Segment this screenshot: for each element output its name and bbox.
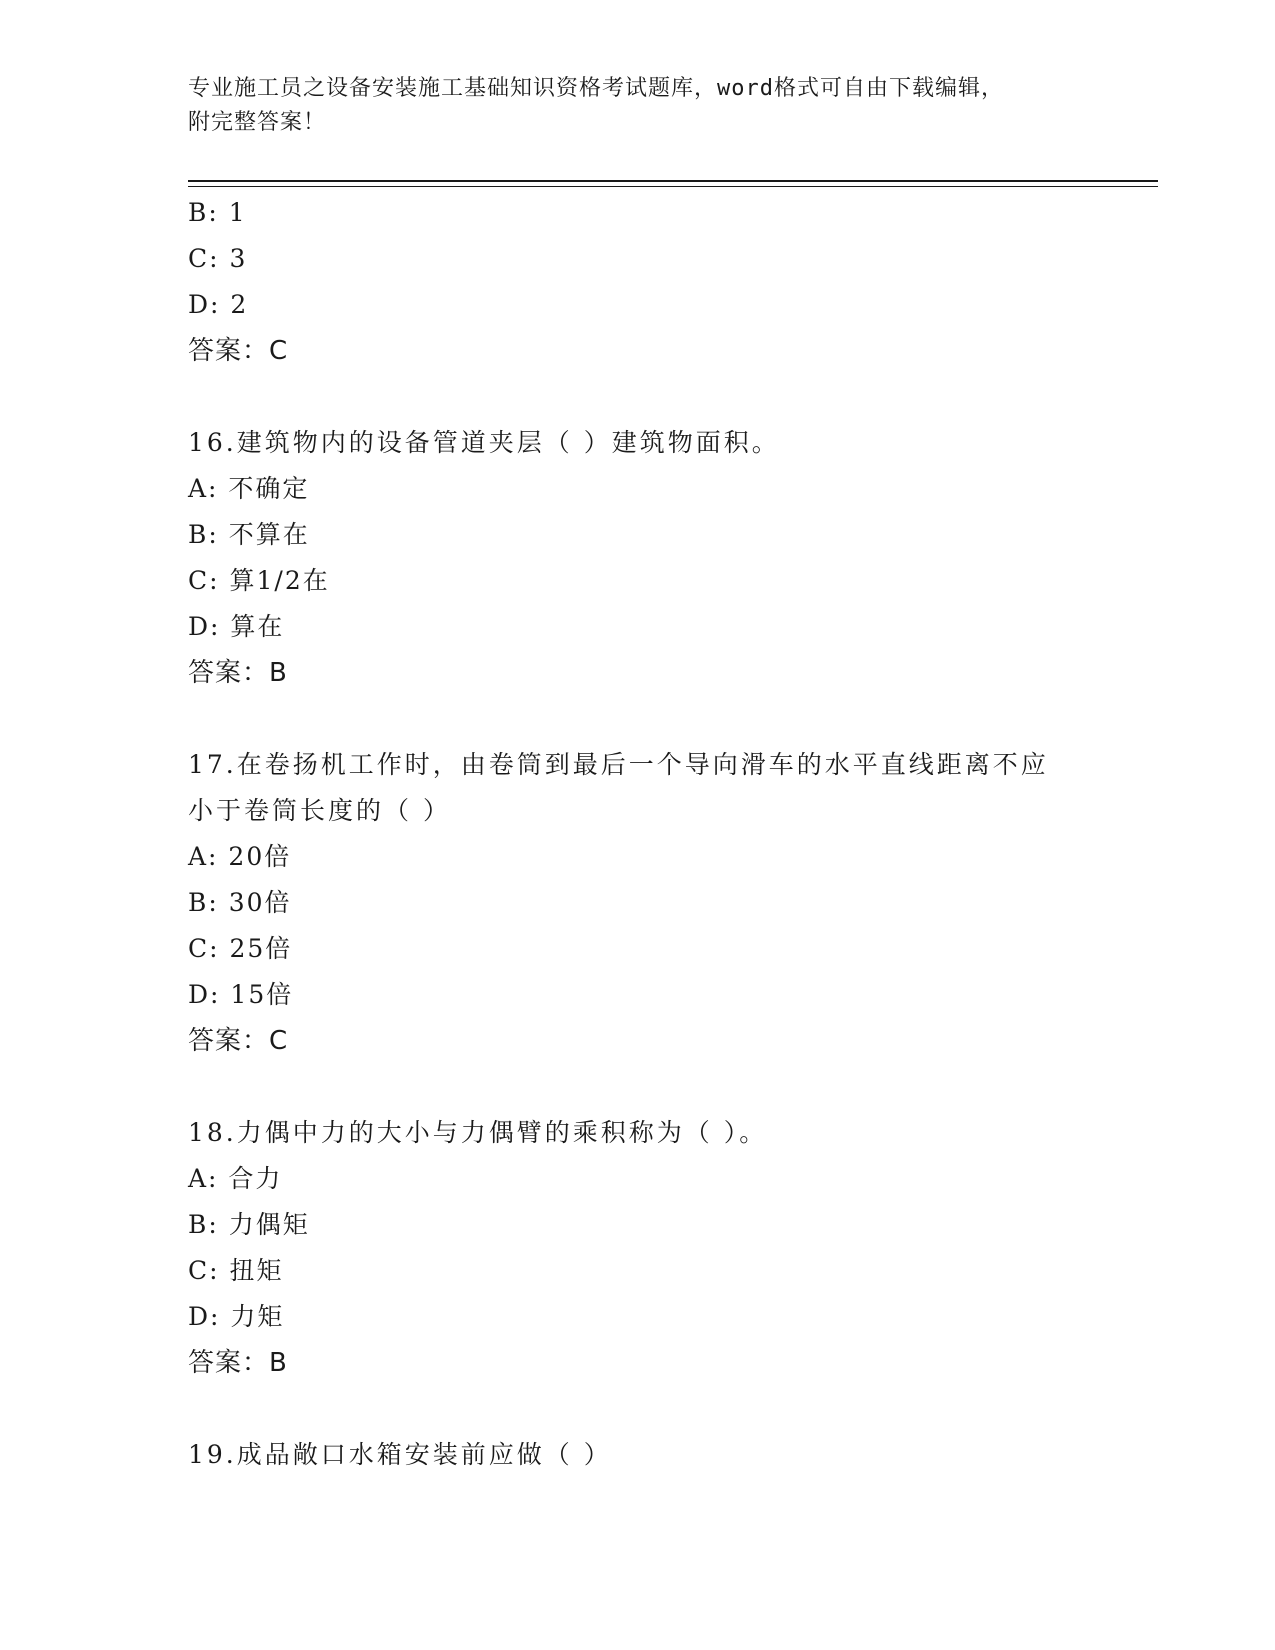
question-17: [188, 742, 1088, 1064]
option-c: C: 扭矩: [188, 1256, 284, 1285]
option-b: B: 力偶矩: [188, 1210, 310, 1239]
answer-line: 答案：C: [188, 1026, 289, 1056]
spacer: [188, 374, 1088, 420]
question-text: 19.成品敞口水箱安装前应做（ ）: [188, 1440, 612, 1469]
question-text: 18.力偶中力的大小与力偶臂的乘积称为（ ）。: [188, 1118, 768, 1147]
question-text-line-2: 小于卷筒长度的（ ）: [188, 796, 451, 825]
spacer: [188, 1064, 1088, 1110]
option-d: D: 15倍: [188, 980, 294, 1009]
header-line-1: 专业施工员之设备安装施工基础知识资格考试题库，word格式可自由下载编辑，: [188, 76, 1004, 101]
question-18: [188, 1110, 1088, 1386]
option-d: D: 2: [188, 290, 249, 319]
answer-line: 答案：B: [188, 658, 288, 688]
option-a: A: 20倍: [188, 842, 292, 871]
question-list: [188, 190, 1088, 1478]
option-c: C: 3: [188, 244, 248, 273]
option-a: A: 合力: [188, 1164, 283, 1193]
spacer: [188, 696, 1088, 742]
option-a: A: 不确定: [188, 474, 310, 503]
option-c: C: 算1/2在: [188, 566, 330, 595]
option-b: B: 30倍: [188, 888, 292, 917]
question-text: 16.建筑物内的设备管道夹层（ ）建筑物面积。: [188, 428, 780, 457]
header-divider: [188, 180, 1158, 187]
option-d: D: 算在: [188, 612, 285, 641]
answer-line: 答案：C: [188, 336, 289, 366]
question-16: [188, 420, 1088, 696]
question-text-line-1: 17.在卷扬机工作时，由卷筒到最后一个导向滑车的水平直线距离不应: [188, 750, 1049, 779]
option-b: B: 1: [188, 198, 247, 227]
option-c: C: 25倍: [188, 934, 293, 963]
header-line-2: 附完整答案！: [188, 110, 327, 135]
option-d: D: 力矩: [188, 1302, 285, 1331]
question-15-tail: [188, 190, 1088, 374]
option-b: B: 不算在: [188, 520, 310, 549]
answer-line: 答案：B: [188, 1348, 288, 1378]
spacer: [188, 1386, 1088, 1432]
page-header: [188, 72, 1088, 140]
question-19: [188, 1432, 1088, 1478]
